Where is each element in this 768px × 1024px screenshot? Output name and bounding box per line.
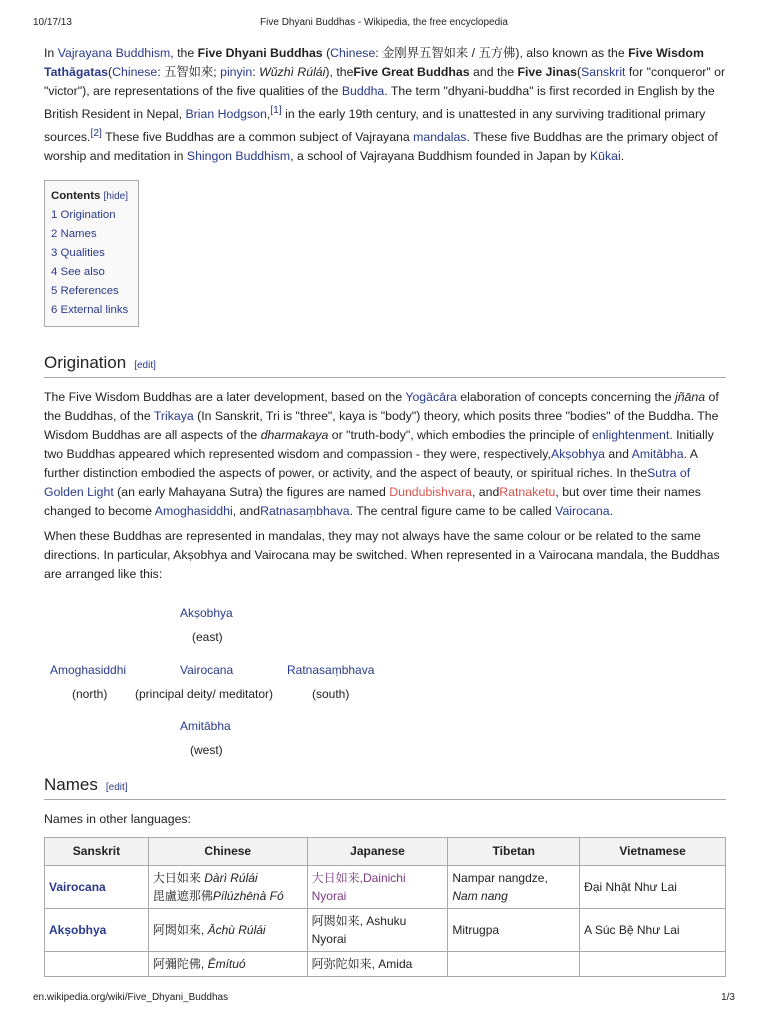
link-kukai[interactable]: Kūkai xyxy=(589,149,621,164)
table-row xyxy=(45,952,726,977)
link-chinese-2[interactable]: Chinese xyxy=(112,65,158,79)
link-dundubishvara[interactable]: Dundubishvara xyxy=(389,485,472,500)
toc-item-qualities[interactable]: 3 Qualities xyxy=(51,247,105,260)
row-chinese: 阿彌陀佛, Ēmítuó xyxy=(148,952,307,977)
heading-origination: Origination [edit] xyxy=(44,353,726,378)
row-japanese: 阿閦如来, Ashuku Nyorai xyxy=(307,909,448,952)
mandala-east-direction: (east) xyxy=(192,630,223,645)
article-content xyxy=(44,44,726,977)
print-footer xyxy=(0,992,768,1006)
print-url: en.wikipedia.org/wiki/Five_Dhyani_Buddhas xyxy=(33,992,229,1003)
mandala-south-name[interactable]: Ratnasaṃbhava xyxy=(287,663,375,678)
table-row xyxy=(45,909,726,952)
col-chinese: Chinese xyxy=(148,838,307,866)
link-enlightenment[interactable]: enlightenment xyxy=(592,428,670,443)
link-pinyin[interactable]: pinyin xyxy=(220,65,253,79)
print-title: Five Dhyani Buddhas - Wikipedia, the free encyclopedia xyxy=(260,17,508,28)
link-yogacara[interactable]: Yogācāra xyxy=(405,390,457,405)
row-sanskrit-link[interactable]: Akṣobhya xyxy=(49,923,107,938)
row-japanese: 阿弥陀如来, Amida xyxy=(307,952,448,977)
mandala-arrangement xyxy=(44,590,726,775)
col-vietnamese: Vietnamese xyxy=(580,838,726,866)
row-japanese-link-2[interactable]: Dainichi Nyorai xyxy=(311,871,406,904)
print-date: 10/17/13 xyxy=(33,17,72,28)
mandala-north-direction: (north) xyxy=(72,687,108,702)
row-japanese-link[interactable]: 大日如来, xyxy=(311,871,363,886)
row-japanese xyxy=(307,866,448,909)
col-sanskrit: Sanskrit xyxy=(45,838,149,866)
ref-1[interactable]: [1] xyxy=(270,105,282,116)
link-sanskrit[interactable]: Sanskrit xyxy=(581,65,626,79)
row-vietnamese: Đại Nhật Như Lai xyxy=(580,866,726,909)
row-tibetan: Nampar nangdze, Nam nang xyxy=(448,866,580,909)
heading-names: Names [edit] xyxy=(44,775,726,800)
link-trikaya[interactable]: Trikaya xyxy=(153,409,194,424)
origination-paragraph-2: When these Buddhas are represented in mandalas, they may not always have the same colour or be related to the same directions. In particular, Akṣobhya and Vairocana may be switched. When represented in a Vairocana mandala, the Buddhas are arranged like this: xyxy=(44,529,720,582)
toc-title: Contents xyxy=(51,190,101,203)
link-tathagatas[interactable]: Tathāgatas xyxy=(44,65,109,79)
link-sutra-of-golden-light[interactable]: Sutra of Golden Light xyxy=(44,466,691,500)
mandala-east-name[interactable]: Akṣobhya xyxy=(180,606,233,621)
mandala-west-direction: (west) xyxy=(190,743,223,758)
link-mandalas[interactable]: mandalas xyxy=(413,130,467,145)
edit-names-link[interactable]: [edit] xyxy=(105,782,128,794)
link-vairocana[interactable]: Vairocana xyxy=(555,504,610,519)
link-akshobhya[interactable]: Akṣobhya xyxy=(550,447,605,462)
link-chinese[interactable]: Chinese xyxy=(330,46,376,60)
table-header-row xyxy=(45,838,726,866)
col-tibetan: Tibetan xyxy=(448,838,580,866)
link-amitabha[interactable]: Amitābha xyxy=(631,447,684,462)
mandala-center-name[interactable]: Vairocana xyxy=(180,663,234,678)
intro-paragraph: In Vajrayana Buddhism, the Five Dhyani Buddhas (Chinese: 金刚界五智如来 / 五方佛), also known as the Five Wisdom Tathāgatas(Chinese: 五智如來; pinyin: Wǔzhì Rúlái), theFive Great Buddhas and the Five Jinas(Sanskrit for "conqueror" or "victor"), are representations of the five qualities of the Buddha. The term "dhyani-buddha" is first recorded in English by the British Resident in Nepal, Brian Hodgson,[1] in the early 19th century, and is unattested in any surviving traditional primary sources.[2] These five Buddhas are a common subject of Vajrayana mandalas. These five Buddhas are the primary object of worship and meditation in Shingon Buddhism, a school of Vajrayana Buddhism founded in Japan by Kūkai. xyxy=(44,46,726,164)
link-brian-hodgson[interactable]: Brian Hodgson xyxy=(185,107,267,122)
row-chinese: 大日如来 Dàrì Rúlái 毘盧遮那佛Pílúzhēnà Fó xyxy=(148,866,307,909)
link-ratnasambhava[interactable]: Ratnasaṃbhava xyxy=(260,504,350,519)
link-vajrayana-buddhism[interactable]: Vajrayana Buddhism xyxy=(57,46,171,60)
row-chinese: 阿閦如來, Āchù Rúlái xyxy=(148,909,307,952)
print-page-number: 1/3 xyxy=(721,992,735,1003)
mandala-west-name[interactable]: Amitābha xyxy=(180,719,231,734)
row-vietnamese: A Súc Bệ Như Lai xyxy=(580,909,726,952)
row-tibetan xyxy=(448,952,580,977)
origination-paragraph-1: The Five Wisdom Buddhas are a later development, based on the Yogācāra elaboration of concepts concerning the jñāna of the Buddhas, of the Trikaya (In Sanskrit, Tri is "three", kaya is "body") theory, which posits three "bodies" of the Buddha. The Wisdom Buddhas are all aspects of the dharmakaya or "truth-body", which embodies the principle of enlightenment. Initially two Buddhas appeared which represented wisdom and compassion - they were, respectively,Akṣobhya and Amitābha. A further distinction embodied the aspects of power, or activity, and the aspect of beauty, or spiritual riches. In theSutra of Golden Light (an early Mahayana Sutra) the figures are named Dundubishvara, andRatnaketu, but over time their names changed to become Amoghasiddhi, andRatnasaṃbhava. The central figure came to be called Vairocana. xyxy=(44,390,719,519)
toc-item-references[interactable]: 5 References xyxy=(51,285,119,298)
toc-item-see-also[interactable]: 4 See also xyxy=(51,266,105,279)
toc-hide-link[interactable]: [hide] xyxy=(103,191,128,203)
row-vietnamese xyxy=(580,952,726,977)
col-japanese: Japanese xyxy=(307,838,448,866)
edit-origination-link[interactable]: [edit] xyxy=(134,360,156,372)
ref-2[interactable]: [2] xyxy=(90,128,102,140)
print-header xyxy=(0,17,768,31)
table-of-contents xyxy=(44,180,139,327)
link-shingon-buddhism[interactable]: Shingon Buddhism xyxy=(186,149,291,164)
names-table xyxy=(44,837,726,977)
toc-item-origination[interactable]: 1 Origination xyxy=(51,209,116,222)
mandala-center-direction: (principal deity/ meditator) xyxy=(135,687,274,702)
mandala-south-direction: (south) xyxy=(312,687,350,702)
row-tibetan: Mitrugpa xyxy=(448,909,580,952)
table-row xyxy=(45,866,726,909)
link-buddha[interactable]: Buddha xyxy=(341,84,385,98)
toc-item-external-links[interactable]: 6 External links xyxy=(51,304,129,317)
row-sanskrit-link[interactable]: Vairocana xyxy=(49,880,106,895)
toc-item-names[interactable]: 2 Names xyxy=(51,228,97,241)
link-ratnaketu[interactable]: Ratnaketu xyxy=(499,485,556,500)
link-amoghasiddhi[interactable]: Amoghasiddhi xyxy=(154,504,233,519)
names-intro: Names in other languages: xyxy=(44,812,191,827)
mandala-north-name[interactable]: Amoghasiddhi xyxy=(50,663,127,678)
